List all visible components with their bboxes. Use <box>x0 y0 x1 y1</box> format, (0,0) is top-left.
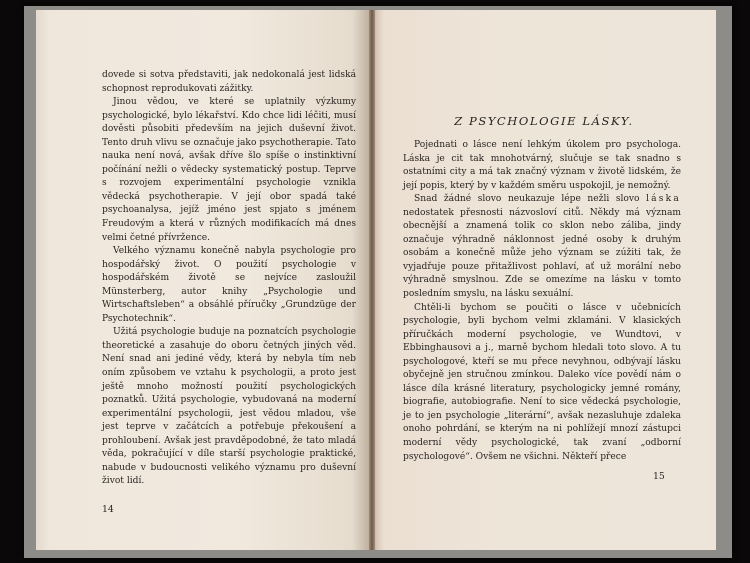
book-gutter <box>369 10 375 550</box>
paragraph: Užitá psychologie buduje na poznatcích psychologie theoretické a zasahuje do oboru četných jiných věd. Není snad ani jediné vědy, která by nebyla tím neb oním způsobem ve vztahu k psychologii, a proto jest ještě mnoho možností použití psychologických poznatků. Užitá psychologie, vybudovaná na moderní experimentální psychologii, jest vědou mladou, vše jest teprve v začátcích a potřebuje překoušení a prohloubení. Avšak jest pravděpodobné, že tato mladá věda, pokračující v díle starší psychologie praktické, nabude v budoucnosti velikého významu pro duševní život lidí. <box>102 327 356 487</box>
left-page <box>36 10 372 550</box>
paragraph-text: Snad žádné slovo neukazuje lépe nežli slovo <box>414 194 647 205</box>
paragraph-text: nedostatek přesnosti názvosloví citů. Někdy má význam obecnější a znamená tolik co sklon nebo záliba, jindy označuje výhradně náklonnost jedné osoby k druhým osobám a konečně může jeho význam se zúžiti tak, že vyjadřuje pouze přitažlivost pohlaví, ať už morální nebo výhradně smyslnou. Zde se omezíme na lásku v tomto posledním smyslu, na lásku sexuální. <box>403 207 681 300</box>
paragraph: Chtěli-li bychom se poučiti o lásce v učebnicích psychologie, byli bychom velmi zklamáni. V klasických příručkách moderní psychologie, ve Wundtovi, v Ebbinghausovi a j., marně bychom hledali toto slovo. A tu psychologové, kteří se mu přece nevyhnou, odbývají lásku obyčejně jen stručnou zmínkou. Daleko více povědí nám o lásce díla krásné literatury, psychologicky jemné romány, biografie, autobiografie. Není to sice vědecká psychologie, je to jen psychologie „literární“, avšak nezasluhuje zdaleka onoho pohrdání, se kterým na ni pohlížejí mnozí zástupci moderní vědy psychologické, tak zvaní „odborní psychologové“. Ovšem ne všichni. Někteří přece <box>403 302 681 462</box>
right-page-text <box>403 139 681 464</box>
paragraph: Jinou vědou, ve které se uplatnily výzkumy psychologické, bylo lékařství. Kdo chce lidi léčiti, musí dověsti působiti především na jejich duševní život. Tento druh vlivu se označuje jako psychotherapie. Tato nauka není nová, avšak dříve šlo spíše o instinktivní počínání nežli o vědecky systematický postup. Teprve s rozvojem experimentální psychologie vznikla vědecká psychotherapie. V její obor spadá také psychoanalysa, jejíž jméno jest spjato s jménem Freudovým a která v různých modifikacích má dnes velmi četné přívržence. <box>102 97 356 243</box>
page-number-left: 14 <box>102 504 114 515</box>
paragraph: Pojednati o lásce není lehkým úkolem pro psychologa. Láska je cit tak mnohotvárný, slučuje se tak snadno s ostatními city a má tak značný význam v životě lidském, že její popis, který by v každém směru uspokojil, je nemožný. <box>403 140 681 191</box>
chapter-title: Z PSYCHOLOGIE LÁSKY. <box>454 114 634 128</box>
paragraph: dovede si sotva představiti, jak nedokonalá jest lidská schopnost reprodukovati zážitky. <box>102 70 356 94</box>
paragraph: Velkého významu konečně nabyla psychologie pro hospodářský život. O použití psychologie v hospodářském životě se nejvíce zasloužil Münsterberg, autor knihy „Psychologie und Wirtschaftsleben“ a obsáhlé příručky „Grundzüge der Psychotechnik“. <box>102 246 356 324</box>
page-number-right: 15 <box>653 471 665 482</box>
emphasized-word: láska <box>646 194 681 205</box>
paragraph <box>403 193 681 301</box>
right-page <box>372 10 716 550</box>
left-page-text <box>102 69 356 489</box>
